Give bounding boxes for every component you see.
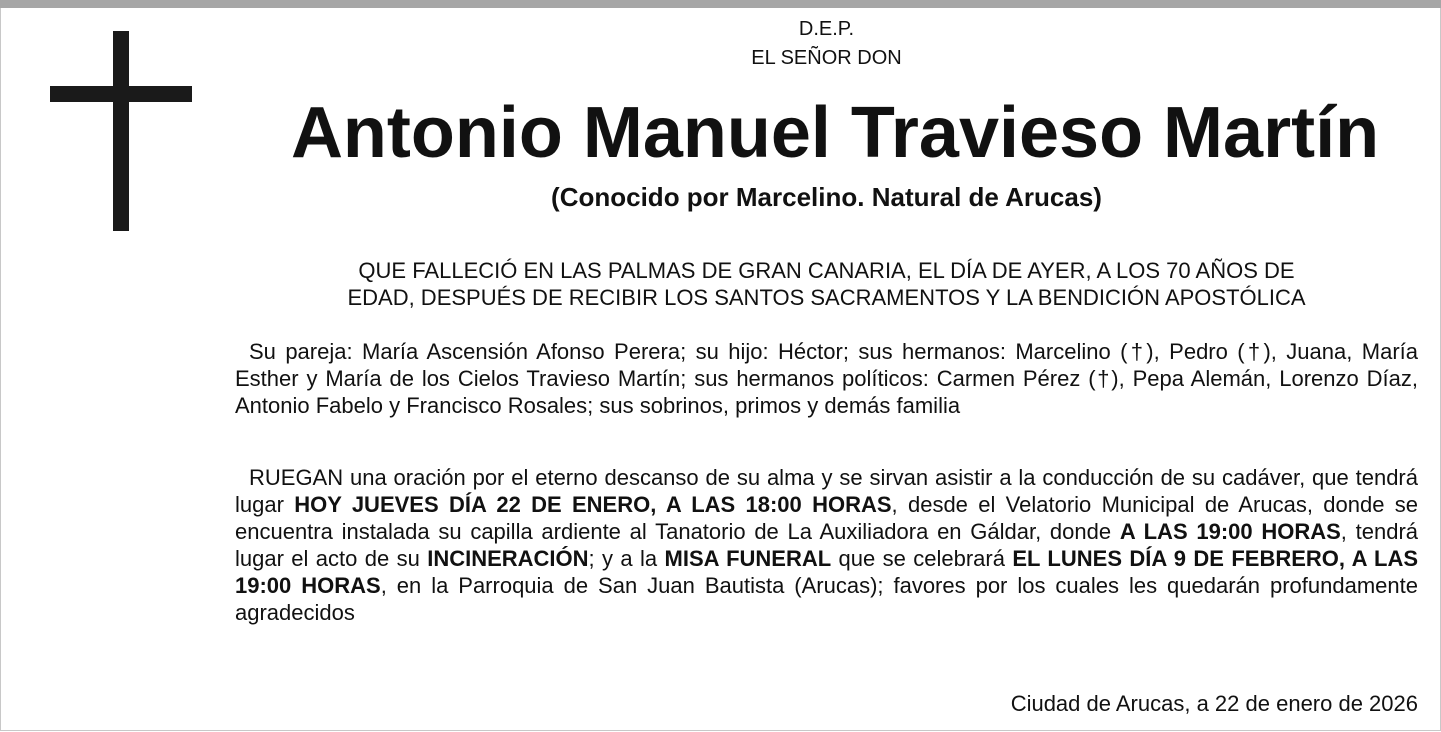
dep-label: D.E.P. (798, 18, 855, 40)
place-and-date: Ciudad de Arucas, a 22 de enero de 2026 (1010, 691, 1418, 716)
request-text-3: , tendrá lugar el acto de su (235, 519, 1419, 571)
request-bold-date-1: HOY JUEVES DÍA 22 DE ENERO, A LAS 18:00 HORAS (294, 492, 892, 517)
known-as-subtitle: (Conocido por Marcelino. Natural de Arucas) (551, 182, 1102, 212)
deceased-name: Antonio Manuel Travieso Martín (290, 93, 1380, 173)
request-paragraph (235, 464, 1418, 626)
request-bold-incineration: INCINERACIÓN (427, 546, 589, 571)
cross-vertical-bar (113, 31, 129, 231)
request-text-5: que se celebrará (831, 546, 1013, 571)
request-text-1: RUEGAN una oración por el eterno descanso de su alma y se sirvan asistir a la conducción de su cadáver, que tendrá lugar (235, 465, 1418, 517)
cross-horizontal-bar (50, 86, 192, 102)
request-text-2: , desde el Velatorio Municipal de Arucas, donde se encuentra instalada su capilla ardiente al Tanatorio de La Auxiliadora en Gáldar, donde (235, 492, 1418, 544)
request-bold-mass: MISA FUNERAL (664, 546, 832, 571)
title-prefix: EL SEÑOR DON (751, 47, 902, 69)
announcement-line-1: QUE FALLECIÓ EN LAS PALMAS DE GRAN CANARIA, EL DÍA DE AYER, A LOS 70 AÑOS DE (358, 258, 1295, 283)
request-bold-date-2: EL LUNES DÍA 9 DE FEBRERO, A LAS 19:00 HORAS (235, 546, 1419, 598)
top-border (0, 0, 1441, 8)
death-announcement (235, 257, 1418, 311)
request-text-6: , en la Parroquia de San Juan Bautista (Arucas); favores por los cuales les quedarán profundamente agradecidos (235, 573, 1418, 625)
request-bold-time: A LAS 19:00 HORAS (1119, 519, 1341, 544)
family-paragraph: Su pareja: María Ascensión Afonso Perera; su hijo: Héctor; sus hermanos: Marcelino (†), Pedro (†), Juana, María Esther y María de los Cielos Travieso Martín; sus hermanos políticos: Carmen Pérez (†), Pepa Alemán, Lorenzo Díaz, Antonio Fabelo y Francisco Rosales; sus sobrinos, primos y demás familia (235, 339, 1418, 418)
announcement-line-2: EDAD, DESPUÉS DE RECIBIR LOS SANTOS SACRAMENTOS Y LA BENDICIÓN APOSTÓLICA (347, 285, 1306, 310)
request-text-4: ; y a la (588, 546, 665, 571)
